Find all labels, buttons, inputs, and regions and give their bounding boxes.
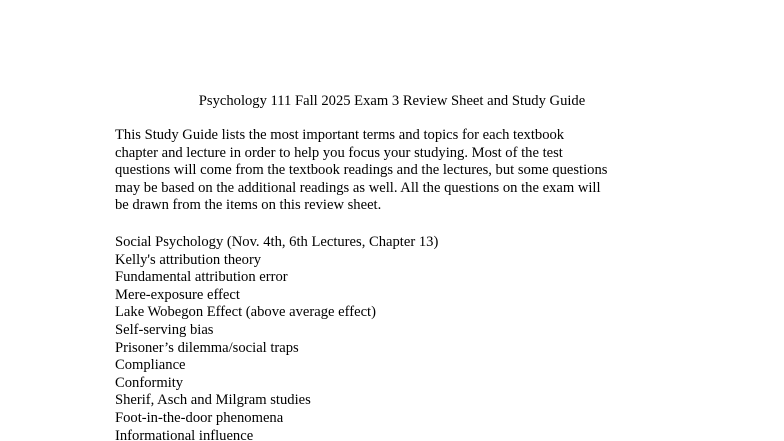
list-item: Foot-in-the-door phenomena: [115, 409, 284, 426]
list-item: Sherif, Asch and Milgram studies: [115, 392, 311, 409]
intro-line: chapter and lecture in order to help you focus your studying. Most of the test: [115, 144, 563, 161]
section-heading: Social Psychology (Nov. 4th, 6th Lectures, Chapter 13): [115, 234, 439, 250]
list-item: Conformity: [115, 374, 184, 391]
intro-line: may be based on the additional readings as well. All the questions on the exam will: [115, 179, 601, 196]
list-item: Self-serving bias: [115, 321, 214, 338]
intro-line: questions will come from the textbook readings and the lectures, but some questions: [115, 162, 608, 179]
document-title: Psychology 111 Fall 2025 Exam 3 Review Sheet and Study Guide: [198, 93, 586, 109]
list-item: Compliance: [115, 357, 186, 374]
intro-line: This Study Guide lists the most important terms and topics for each textbook: [115, 127, 565, 143]
list-item: Fundamental attribution error: [115, 269, 288, 286]
intro-paragraph: [115, 127, 635, 215]
list-item: Prisoner’s dilemma/social traps: [115, 339, 299, 356]
list-item: Kelly's attribution theory: [115, 251, 262, 268]
intro-line: be drawn from the items on this review sheet.: [115, 197, 382, 214]
list-item: Mere-exposure effect: [115, 286, 240, 303]
list-item: Lake Wobegon Effect (above average effect): [115, 304, 376, 321]
social-psychology-section: [115, 234, 675, 441]
term-list: [115, 252, 675, 441]
list-item: Informational influence: [115, 427, 254, 441]
